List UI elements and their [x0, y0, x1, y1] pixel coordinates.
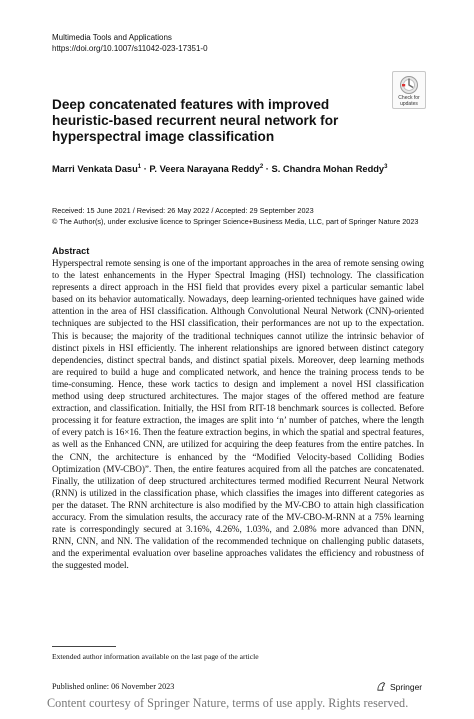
paper-title: Deep concatenated features with improved heuristic-based recurrent neural network for hyperspectral image classification	[52, 97, 339, 144]
abstract-text: Hyperspectral remote sensing is one of the important approaches in the area of remote sensing owing to the latest enhancements in the Hyper Spectral Imaging (HSI) technology. The classification represents a direct approach in the HSI field that provides every pixel a particular semantic label based on its behavior automatically. Nowadays, deep learning-oriented techniques have gained wide attention in the area of HSI classification. Although Convolutional Neural Network (CNN)-oriented techniques are subjected to the HSI classification, their performances are not up to the expectation. This is because; the majority of the traditional techniques cannot utilize the intrinsic behavior of distinct pixels in HSI efficiently. The inherent relationships are ignored between distinct category dependencies, distinct spectral bands, and distinct spatial pixels. Moreover, deep learning methods are required to build a huge and complicated network, and hence the training process tends to be time-consuming. Hence, these work tactics to design and implement a novel HSI classification method using deep structured architectures. The major stages of the offered method are feature extraction, and classification. Initially, the HSI from RIT-18 benchmark sources is collected. Before processing it for feature extraction, the images are split into ‘n’ number of patches, where the length of every patch is 16×16. Then the feature extraction begins, in which the spatial and spectral features, as well as the Enhanced CNN, are utilized for acquiring the deep features from the entire patches. In the CNN, the architecture is enhanced by the “Modified Velocity-based Colliding Bodies Optimization (MV-CBO)”. Then, the entire features acquired from all the patches are concatenated. Finally, the utilization of deep structured architectures termed modified Recurrent Neural Network (RNN) is utilized in the classification phase, which classifies the images into different categories as per the dataset. The RNN architecture is also modified by the MV-CBO to attain high classification accuracy. From the simulation results, the accuracy rate of the MV-CBO-M-RNN at a 75% learning rate is correspondingly secured at 3.16%, 4.26%, 1.03%, and 2.08% more advanced than DNN, RNN, CNN, and NN. The validation of the recommended technique on challenging public datasets, and the experimental evaluation over baseline approaches validates the efficiency and robustness of the suggested model.	[52, 258, 424, 571]
published-online-date: Published online: 06 November 2023	[52, 682, 175, 691]
check-for-updates-badge[interactable]	[392, 71, 426, 109]
springer-horse-icon	[376, 681, 387, 692]
publisher-name: Springer	[390, 681, 423, 692]
author-list	[52, 164, 387, 174]
author-affiliation-mark: 2	[259, 164, 264, 170]
author-separator: ·	[265, 164, 269, 175]
received-revised-accepted: Received: 15 June 2021 / Revised: 26 May 2022 / Accepted: 29 September 2023	[52, 206, 314, 215]
check-badge-line1: Check for	[398, 95, 420, 101]
copyright-line: © The Author(s), under exclusive licence to Springer Science+Business Media, LLC, part of Springer Nature 2023	[52, 216, 419, 226]
copyright-courtesy-notice: Content courtesy of Springer Nature, terms of use apply. Rights reserved.	[47, 696, 409, 710]
publication-history	[52, 206, 418, 227]
check-badge-line2: updates	[400, 100, 418, 107]
author-affiliation-mark: 1	[137, 164, 142, 170]
author-name[interactable]: S. Chandra Mohan Reddy	[271, 164, 385, 175]
journal-doi-link[interactable]: https://doi.org/10.1007/s11042-023-17351-0	[52, 43, 208, 53]
footnote-divider	[52, 646, 116, 647]
author-name[interactable]: P. Veera Narayana Reddy	[149, 164, 260, 175]
abstract-heading: Abstract	[52, 246, 90, 256]
journal-name: Multimedia Tools and Applications	[52, 33, 172, 42]
journal-header	[52, 33, 208, 54]
author-affiliation-mark: 3	[384, 164, 388, 170]
author-separator: ·	[143, 164, 147, 175]
check-updates-icon	[399, 75, 419, 95]
author-name[interactable]: Marri Venkata Dasu	[52, 164, 138, 175]
publisher-logo	[376, 681, 422, 692]
footnote: Extended author information available on the last page of the article	[52, 652, 259, 661]
